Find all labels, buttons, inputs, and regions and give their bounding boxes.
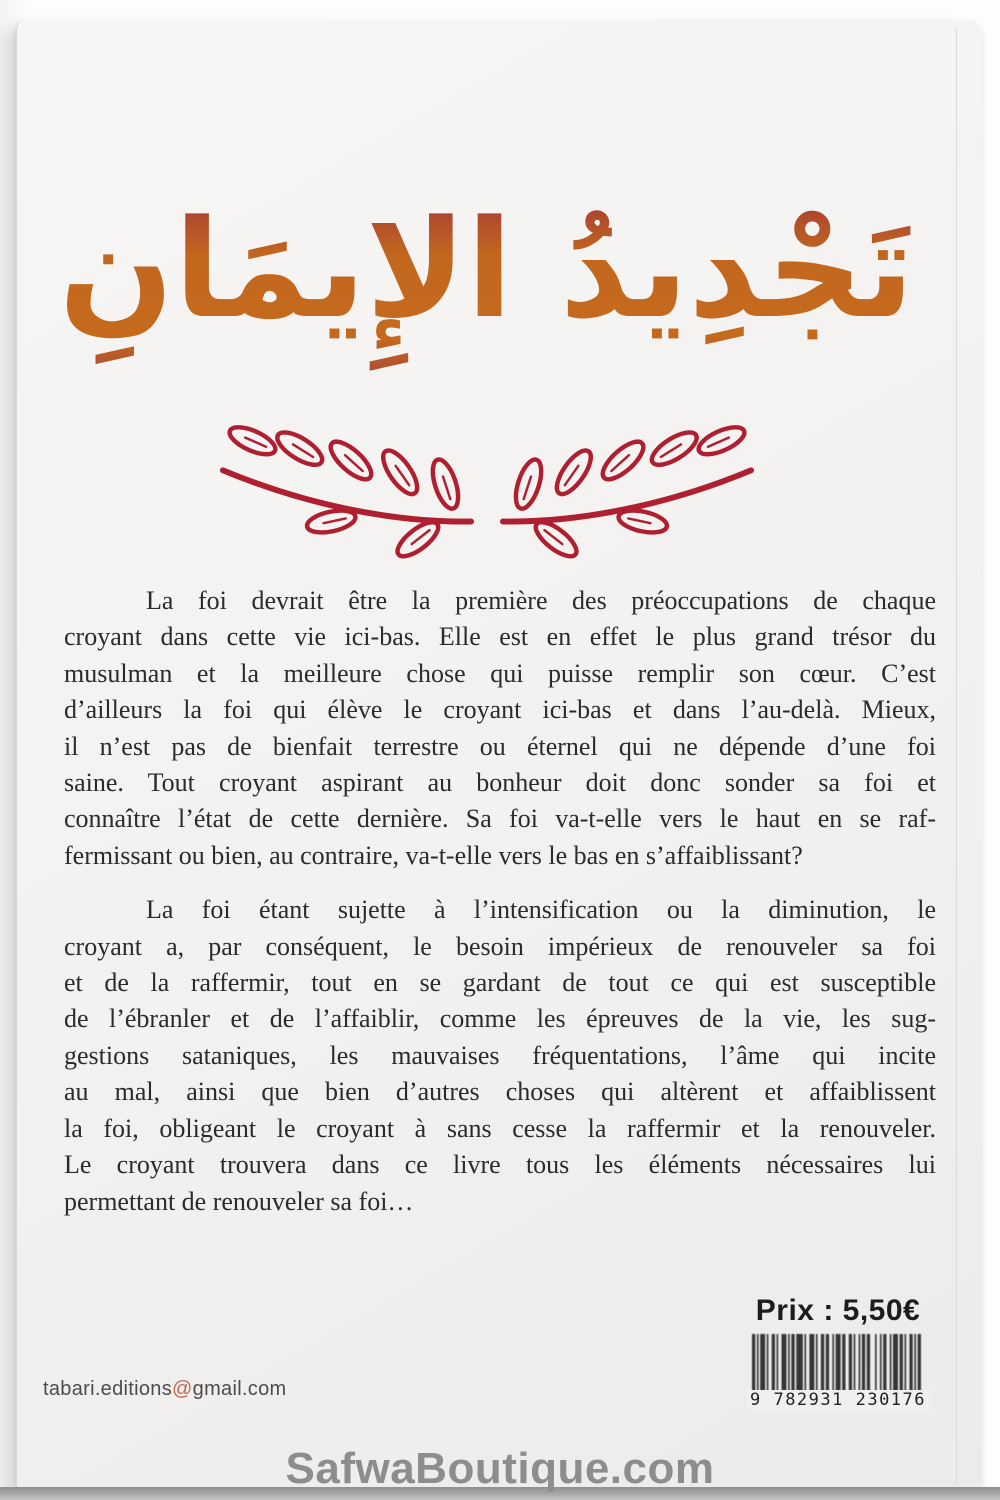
at-sign: @ bbox=[172, 1378, 193, 1400]
text-line: la foi, obligeant le croyant à sans cesse la raffermir et la renouveler. bbox=[64, 1113, 936, 1143]
text-line: d’ailleurs la foi qui élève le croyant ici-bas et dans l’au-delà. Mieux, bbox=[64, 695, 936, 725]
text-line: La foi étant sujette à l’intensification ou la diminution, le bbox=[146, 895, 936, 925]
email-domain: gmail.com bbox=[192, 1378, 287, 1400]
text-line: musulman et la meilleure chose qui puisse remplir son cœur. C’est bbox=[64, 658, 936, 688]
text-line: Le croyant trouvera dans ce livre tous les éléments nécessaires lui bbox=[64, 1150, 936, 1180]
barcode-number: 9 782931 230176 bbox=[747, 1390, 929, 1410]
text-line: il n’est pas de bienfait terrestre ou éternel qui ne dépende d’une foi bbox=[64, 731, 936, 761]
text-line: croyant dans cette vie ici-bas. Elle est en effet le plus grand trésor du bbox=[64, 622, 936, 652]
text-line: connaître l’état de cette dernière. Sa foi va-t-elle vers le haut en se raf- bbox=[64, 804, 936, 834]
text-line: fermissant ou bien, au contraire, va-t-elle vers le bas en s’affaiblissant? bbox=[64, 840, 803, 870]
paragraph-2 bbox=[64, 892, 936, 1220]
watermark-safwaboutique: SafwaBoutique.com bbox=[285, 1444, 715, 1493]
book-back-cover bbox=[16, 20, 982, 1488]
text-line: et de la raffermir, tout en se gardant de tout ce qui est susceptible bbox=[64, 968, 936, 998]
laurel-branch-left-icon bbox=[219, 420, 475, 560]
arabic-calligraphy-title: تَجْدِيدُ الإِيمَانِ bbox=[17, 120, 956, 420]
laurel-branch-right-icon bbox=[499, 420, 755, 560]
text-line: permettant de renouveler sa foi… bbox=[64, 1186, 414, 1216]
price-label: Prix : 5,50€ bbox=[755, 1294, 921, 1327]
text-line: gestions sataniques, les mauvaises fréquentations, l’âme qui incite bbox=[64, 1040, 936, 1070]
price-barcode-block bbox=[745, 1294, 931, 1410]
book-page-edge bbox=[956, 28, 982, 1485]
laurel-ornament bbox=[17, 420, 956, 560]
paragraph-1 bbox=[64, 583, 936, 874]
text-line: au mal, ainsi que bien d’autres choses qui altèrent et affaiblissent bbox=[64, 1077, 936, 1107]
barcode bbox=[745, 1334, 931, 1410]
text-line: de l’ébranler et de l’affaiblir, comme les épreuves de la vie, les sug- bbox=[64, 1004, 936, 1034]
text-line: La foi devrait être la première des préoccupations de chaque bbox=[146, 586, 936, 615]
text-line: saine. Tout croyant aspirant au bonheur doit donc sonder sa foi et bbox=[64, 768, 936, 798]
text-line: croyant a, par conséquent, le besoin impérieux de renouveler sa foi bbox=[64, 931, 936, 961]
barcode-bars-icon bbox=[752, 1334, 924, 1392]
email-user: tabari.editions bbox=[43, 1378, 173, 1400]
publisher-email bbox=[43, 1378, 286, 1401]
back-cover-text bbox=[64, 583, 936, 1220]
